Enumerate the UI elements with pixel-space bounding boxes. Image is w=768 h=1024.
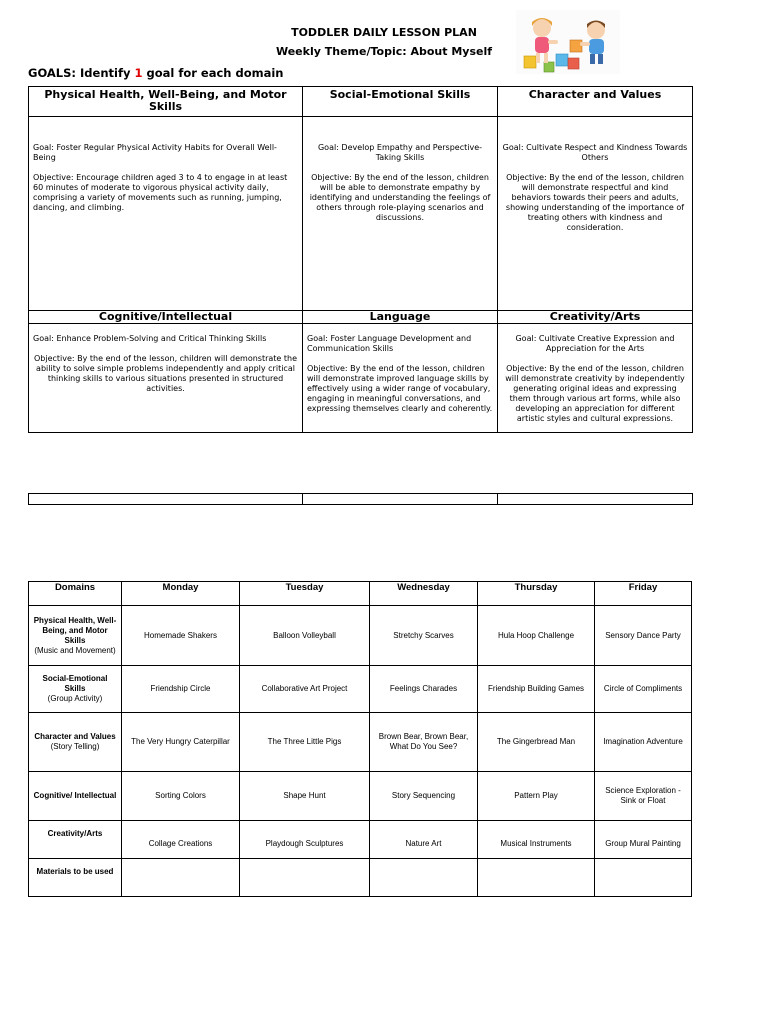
domain-cell [29,821,122,859]
goal-language-objective: Objective: By the end of the lesson, children will demonstrate improved language skills by effectively using a wider range of vocabulary, engaging in meaningful conversations, and expressing themselves clearly and coherently. [307,364,493,413]
activity-cell: Homemade Shakers [122,606,240,666]
materials-cell [370,859,478,897]
domain-label: Creativity/Arts [47,829,103,838]
domain-cell [29,772,122,821]
activity-cell: Musical Instruments [478,821,595,859]
goal-social-goal: Goal: Develop Empathy and Perspective-Taking Skills [317,143,483,162]
domain-label: Social-Emotional Skills [42,674,108,693]
activity-cell: The Three Little Pigs [240,713,370,772]
goal-heading-cognitive-cell [28,310,303,324]
activity-cell: Collaborative Art Project [240,666,370,713]
goal-physical-goal: Goal: Foster Regular Physical Activity Habits for Overall Well-Being [33,143,277,162]
materials-cell [240,859,370,897]
domain-note: (Story Telling) [50,742,100,751]
table-row [29,606,692,666]
domain-label: Character and Values [34,732,116,741]
goals-suffix: goal for each domain [142,66,284,80]
page-subtitle: Weekly Theme/Topic: About Myself [275,45,493,58]
domain-cell [29,606,122,666]
header-thursday: Thursday [478,582,595,606]
activity-cell: Balloon Volleyball [240,606,370,666]
goal-body-social [302,116,498,311]
goal-language-goal: Goal: Foster Language Development and Communication Skills [307,334,472,353]
goal-creativity-objective: Objective: By the end of the lesson, children will demonstrate creativity by independently generating original ideas and expressing them through various art forms, while also developing an appreciation for different artistic styles and cultural expressions. [505,364,685,423]
activity-cell: Playdough Sculptures [240,821,370,859]
empty-strip-cell [497,493,693,505]
goal-body-language [302,323,498,433]
domain-note: (Music and Movement) [34,645,116,655]
header-wednesday: Wednesday [370,582,478,606]
goal-heading-character: Character and Values [528,88,662,101]
goal-character-objective: Objective: By the end of the lesson, children will demonstrate respectful and kind behaviors towards their peers and adults, showing understanding of the importance of treating others with kindness and consideration. [505,173,685,232]
goal-cognitive-goal: Goal: Enhance Problem-Solving and Critical Thinking Skills [33,334,267,343]
materials-cell [595,859,692,897]
header-friday: Friday [595,582,692,606]
goal-heading-creativity-cell [497,310,693,324]
domain-cell [29,666,122,713]
weekly-schedule-table [28,581,692,897]
goal-body-cognitive [28,323,303,433]
goal-heading-social-cell [302,86,498,117]
goal-body-creativity [497,323,693,433]
goal-heading-character-cell [497,86,693,117]
goal-creativity-goal: Goal: Cultivate Creative Expression and Appreciation for the Arts [515,334,675,353]
children-playing-blocks-illustration [516,10,620,74]
activity-cell: Circle of Compliments [595,666,692,713]
table-row [29,666,692,713]
activity-cell: Sorting Colors [122,772,240,821]
materials-cell [122,859,240,897]
table-row [29,772,692,821]
activity-cell: Friendship Circle [122,666,240,713]
goal-heading-creativity: Creativity/Arts [549,310,641,323]
table-row [29,713,692,772]
activity-cell: Group Mural Painting [595,821,692,859]
empty-strip-cell [28,493,303,505]
activity-cell: Brown Bear, Brown Bear, What Do You See? [370,713,478,772]
page-title: TODDLER DAILY LESSON PLAN [291,26,477,39]
goal-body-physical [28,116,303,311]
materials-cell [478,859,595,897]
goal-body-character [497,116,693,311]
header-tuesday: Tuesday [240,582,370,606]
domain-label: Cognitive/ Intellectual [33,791,117,800]
header-domains: Domains [29,582,122,606]
goals-instruction [28,66,283,80]
activity-cell: Story Sequencing [370,772,478,821]
goal-heading-cognitive: Cognitive/Intellectual [98,310,233,323]
goal-heading-language: Language [369,310,431,323]
goal-physical-objective: Objective: Encourage children aged 3 to 4 to engage in at least 60 minutes of moderate to vigorous physical activity daily, comprising a variety of movements such as running, jumping, dancing, and climbing. [33,173,288,212]
activity-cell: Feelings Charades [370,666,478,713]
activity-cell: Shape Hunt [240,772,370,821]
table-row [29,859,692,897]
activity-cell: Stretchy Scarves [370,606,478,666]
goal-cognitive-objective: Objective: By the end of the lesson, children will demonstrate the ability to solve simple problems independently and apply critical thinking skills to various situations presented in structured activities. [33,354,298,393]
domain-note: (Group Activity) [47,694,103,703]
goal-character-goal: Goal: Cultivate Respect and Kindness Towards Others [502,143,688,162]
activity-cell: The Gingerbread Man [478,713,595,772]
activity-cell: Nature Art [370,821,478,859]
activity-cell: Imagination Adventure [595,713,692,772]
domain-cell [29,713,122,772]
activity-cell: Pattern Play [478,772,595,821]
goal-heading-social: Social-Emotional Skills [329,88,471,101]
domain-label: Materials to be used [36,867,114,876]
activity-cell: Sensory Dance Party [595,606,692,666]
header-monday: Monday [122,582,240,606]
goal-heading-physical-cell [28,86,303,117]
goal-social-objective: Objective: By the end of the lesson, children will be able to demonstrate empathy by identifying and understanding the feelings of others through role-playing scenarios and discussions. [309,173,491,222]
domain-cell [29,859,122,897]
activity-cell: The Very Hungry Caterpillar [122,713,240,772]
goal-heading-physical: Physical Health, Well-Being, and Motor Skills [44,88,287,113]
activity-cell: Collage Creations [122,821,240,859]
schedule-header-row [29,582,692,606]
goals-number: 1 [134,66,143,80]
activity-cell: Hula Hoop Challenge [478,606,595,666]
activity-cell: Friendship Building Games [478,666,595,713]
goals-prefix: GOALS: Identify [28,66,135,80]
activity-cell: Science Exploration - Sink or Float [595,772,692,821]
goal-heading-language-cell [302,310,498,324]
empty-strip-cell [302,493,498,505]
domain-label: Physical Health, Well-Being, and Motor Skills [33,615,117,645]
table-row [29,821,692,859]
